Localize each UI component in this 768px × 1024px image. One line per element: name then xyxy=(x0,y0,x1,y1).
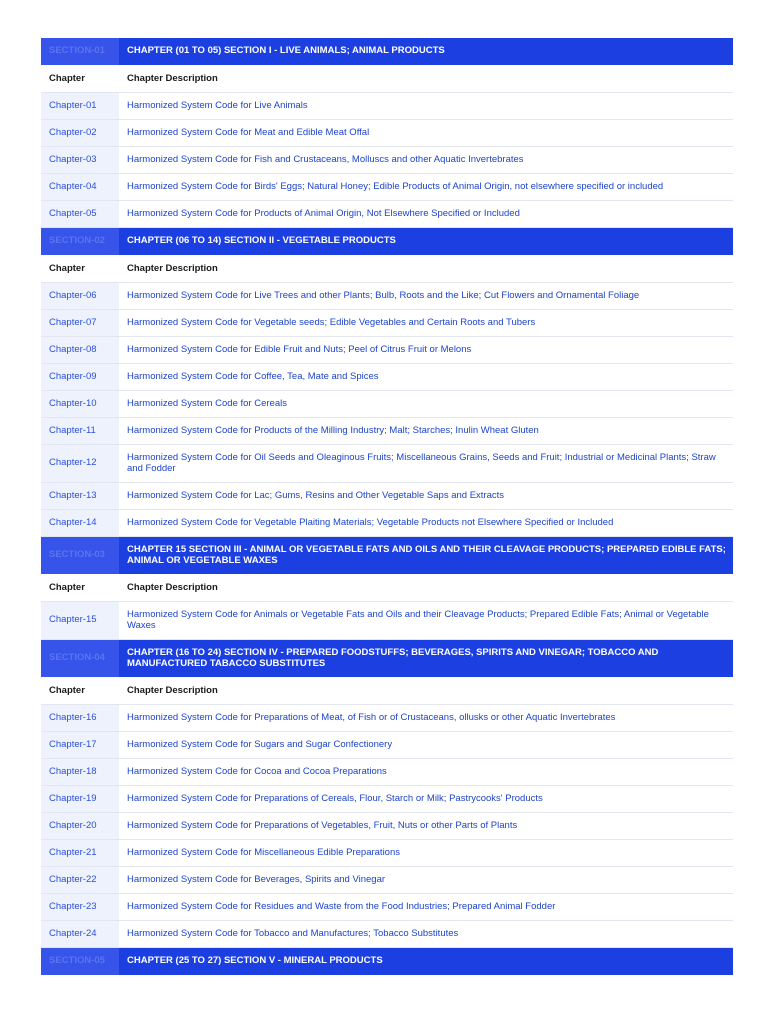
table-row xyxy=(41,418,733,445)
table-row xyxy=(41,120,733,147)
description-column-header: Chapter Description xyxy=(119,256,733,283)
chapter-code-link[interactable]: Chapter-09 xyxy=(41,364,119,391)
chapter-description-link[interactable]: Harmonized System Code for Live Animals xyxy=(119,93,733,120)
chapter-code-link[interactable]: Chapter-19 xyxy=(41,786,119,813)
table-row xyxy=(41,483,733,510)
chapter-column-header: Chapter xyxy=(41,575,119,602)
chapter-description-link[interactable]: Harmonized System Code for Oil Seeds and Oleaginous Fruits; Miscellaneous Grains, Seeds and Fruit; Industrial or Medicinal Plants; Straw and Fodder xyxy=(119,445,733,483)
chapter-code-link[interactable]: Chapter-05 xyxy=(41,201,119,228)
chapter-code-link[interactable]: Chapter-13 xyxy=(41,483,119,510)
chapter-code-link[interactable]: Chapter-20 xyxy=(41,813,119,840)
section-title[interactable]: CHAPTER 15 SECTION III - ANIMAL OR VEGETABLE FATS AND OILS AND THEIR CLEAVAGE PRODUCTS; PREPARED EDIBLE FATS; ANIMAL OR VEGETABLE WAXES xyxy=(119,537,733,575)
table-row xyxy=(41,840,733,867)
chapter-description-link[interactable]: Harmonized System Code for Products of the Milling Industry; Malt; Starches; Inulin Wheat Gluten xyxy=(119,418,733,445)
chapter-code-link[interactable]: Chapter-18 xyxy=(41,759,119,786)
chapter-description-link[interactable]: Harmonized System Code for Preparations of Cereals, Flour, Starch or Milk; Pastrycooks' Products xyxy=(119,786,733,813)
chapter-code-link[interactable]: Chapter-16 xyxy=(41,705,119,732)
chapter-description-link[interactable]: Harmonized System Code for Cereals xyxy=(119,391,733,418)
section-header-row xyxy=(41,948,733,976)
section-id: SECTION-05 xyxy=(41,948,119,976)
chapter-description-link[interactable]: Harmonized System Code for Meat and Edible Meat Offal xyxy=(119,120,733,147)
chapter-code-link[interactable]: Chapter-21 xyxy=(41,840,119,867)
table-row xyxy=(41,813,733,840)
chapter-code-link[interactable]: Chapter-14 xyxy=(41,510,119,537)
chapter-description-link[interactable]: Harmonized System Code for Coffee, Tea, Mate and Spices xyxy=(119,364,733,391)
column-header-row xyxy=(41,256,733,283)
section-header-row xyxy=(41,228,733,256)
table-row xyxy=(41,283,733,310)
description-column-header: Chapter Description xyxy=(119,66,733,93)
chapter-code-link[interactable]: Chapter-12 xyxy=(41,445,119,483)
section-title[interactable]: CHAPTER (16 TO 24) SECTION IV - PREPARED FOODSTUFFS; BEVERAGES, SPIRITS AND VINEGAR; TOBACCO AND MANUFACTURED TABACCO SUBSTITUTES xyxy=(119,640,733,678)
table-row xyxy=(41,364,733,391)
chapter-description-link[interactable]: Harmonized System Code for Preparations of Meat, of Fish or of Crustaceans, ollusks or other Aquatic Invertebrates xyxy=(119,705,733,732)
section-header-row xyxy=(41,38,733,66)
chapter-code-link[interactable]: Chapter-24 xyxy=(41,921,119,948)
table-row xyxy=(41,602,733,640)
table-row xyxy=(41,391,733,418)
chapter-description-link[interactable]: Harmonized System Code for Cocoa and Cocoa Preparations xyxy=(119,759,733,786)
chapter-code-link[interactable]: Chapter-22 xyxy=(41,867,119,894)
section-id: SECTION-02 xyxy=(41,228,119,256)
hs-code-table xyxy=(41,38,733,976)
column-header-row xyxy=(41,66,733,93)
chapter-description-link[interactable]: Harmonized System Code for Edible Fruit and Nuts; Peel of Citrus Fruit or Melons xyxy=(119,337,733,364)
chapter-code-link[interactable]: Chapter-06 xyxy=(41,283,119,310)
chapter-description-link[interactable]: Harmonized System Code for Fish and Crustaceans, Molluscs and other Aquatic Invertebrates xyxy=(119,147,733,174)
chapter-description-link[interactable]: Harmonized System Code for Beverages, Spirits and Vinegar xyxy=(119,867,733,894)
table-row xyxy=(41,510,733,537)
chapter-description-link[interactable]: Harmonized System Code for Tobacco and Manufactures; Tobacco Substitutes xyxy=(119,921,733,948)
chapter-description-link[interactable]: Harmonized System Code for Birds' Eggs; Natural Honey; Edible Products of Animal Origin, not elsewhere specified or included xyxy=(119,174,733,201)
chapter-column-header: Chapter xyxy=(41,66,119,93)
section-title[interactable]: CHAPTER (25 TO 27) SECTION V - MINERAL PRODUCTS xyxy=(119,948,733,976)
table-row xyxy=(41,867,733,894)
table-row xyxy=(41,201,733,228)
column-header-row xyxy=(41,575,733,602)
chapter-code-link[interactable]: Chapter-15 xyxy=(41,602,119,640)
table-row xyxy=(41,705,733,732)
chapter-code-link[interactable]: Chapter-17 xyxy=(41,732,119,759)
chapter-column-header: Chapter xyxy=(41,256,119,283)
chapter-description-link[interactable]: Harmonized System Code for Preparations of Vegetables, Fruit, Nuts or other Parts of Plants xyxy=(119,813,733,840)
section-id: SECTION-04 xyxy=(41,640,119,678)
section-header-row xyxy=(41,640,733,678)
chapter-description-link[interactable]: Harmonized System Code for Animals or Vegetable Fats and Oils and their Cleavage Products; Prepared Edible Fats; Animal or Vegetable Waxes xyxy=(119,602,733,640)
chapter-code-link[interactable]: Chapter-01 xyxy=(41,93,119,120)
chapter-code-link[interactable]: Chapter-03 xyxy=(41,147,119,174)
chapter-description-link[interactable]: Harmonized System Code for Miscellaneous Edible Preparations xyxy=(119,840,733,867)
chapter-description-link[interactable]: Harmonized System Code for Live Trees and other Plants; Bulb, Roots and the Like; Cut Flowers and Ornamental Foliage xyxy=(119,283,733,310)
chapter-description-link[interactable]: Harmonized System Code for Sugars and Sugar Confectionery xyxy=(119,732,733,759)
table-row xyxy=(41,732,733,759)
section-id: SECTION-03 xyxy=(41,537,119,575)
chapter-code-link[interactable]: Chapter-08 xyxy=(41,337,119,364)
chapter-description-link[interactable]: Harmonized System Code for Vegetable Plaiting Materials; Vegetable Products not Elsewhere Specified or Included xyxy=(119,510,733,537)
chapter-code-link[interactable]: Chapter-04 xyxy=(41,174,119,201)
chapter-code-link[interactable]: Chapter-02 xyxy=(41,120,119,147)
chapter-description-link[interactable]: Harmonized System Code for Products of Animal Origin, Not Elsewhere Specified or Included xyxy=(119,201,733,228)
chapter-description-link[interactable]: Harmonized System Code for Lac; Gums, Resins and Other Vegetable Saps and Extracts xyxy=(119,483,733,510)
table-row xyxy=(41,93,733,120)
column-header-row xyxy=(41,678,733,705)
chapter-description-link[interactable]: Harmonized System Code for Vegetable seeds; Edible Vegetables and Certain Roots and Tubers xyxy=(119,310,733,337)
section-id: SECTION-01 xyxy=(41,38,119,66)
chapter-code-link[interactable]: Chapter-07 xyxy=(41,310,119,337)
chapter-description-link[interactable]: Harmonized System Code for Residues and Waste from the Food Industries; Prepared Animal Fodder xyxy=(119,894,733,921)
table-row xyxy=(41,174,733,201)
table-row xyxy=(41,759,733,786)
section-title[interactable]: CHAPTER (01 TO 05) SECTION I - LIVE ANIMALS; ANIMAL PRODUCTS xyxy=(119,38,733,66)
description-column-header: Chapter Description xyxy=(119,678,733,705)
section-header-row xyxy=(41,537,733,575)
chapter-code-link[interactable]: Chapter-10 xyxy=(41,391,119,418)
table-row xyxy=(41,310,733,337)
chapter-code-link[interactable]: Chapter-23 xyxy=(41,894,119,921)
description-column-header: Chapter Description xyxy=(119,575,733,602)
table-row xyxy=(41,921,733,948)
table-row xyxy=(41,445,733,483)
table-row xyxy=(41,786,733,813)
section-title[interactable]: CHAPTER (06 TO 14) SECTION II - VEGETABLE PRODUCTS xyxy=(119,228,733,256)
table-row xyxy=(41,147,733,174)
table-row xyxy=(41,894,733,921)
chapter-column-header: Chapter xyxy=(41,678,119,705)
chapter-code-link[interactable]: Chapter-11 xyxy=(41,418,119,445)
table-row xyxy=(41,337,733,364)
